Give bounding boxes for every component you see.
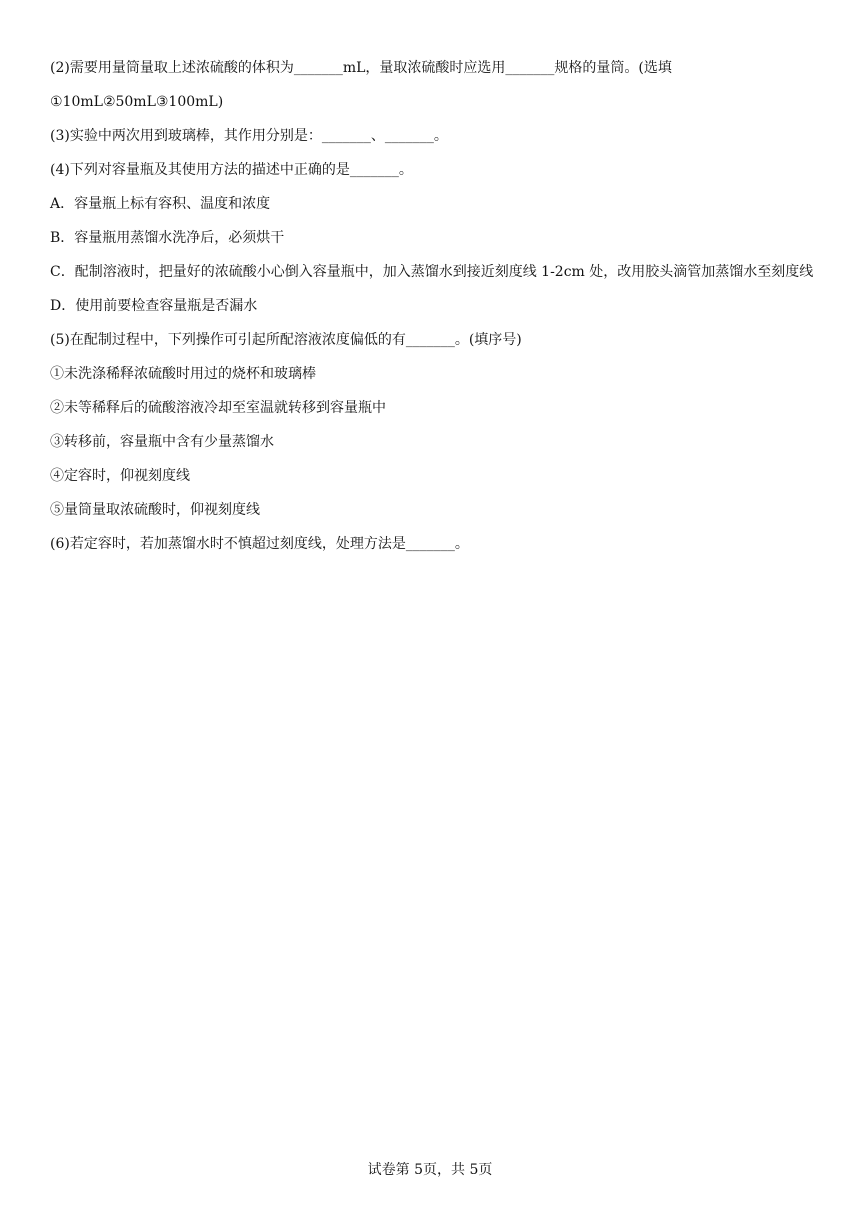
option-a: A．容量瓶上标有容积、温度和浓度: [50, 196, 271, 212]
page-footer: 试卷第 5页，共 5页: [367, 1162, 493, 1178]
question-5: (5)在配制过程中，下列操作可引起所配溶液浓度偏低的有_______。(填序号): [50, 332, 522, 348]
option-c: C．配制溶液时，把量好的浓硫酸小心倒入容量瓶中，加入蒸馏水到接近刻度线 1-2cm 处，改用胶头滴管加蒸馏水至刻度线: [50, 264, 814, 280]
operation-3: ③转移前，容量瓶中含有少量蒸馏水: [50, 434, 274, 450]
operation-1: ①未洗涤稀释浓硫酸时用过的烧杯和玻璃棒: [50, 366, 316, 382]
document-body: [50, 58, 820, 568]
question-2-line-2: ①10mL②50mL③100mL): [50, 94, 224, 110]
question-6: (6)若定容时，若加蒸馏水时不慎超过刻度线，处理方法是_______。: [50, 536, 469, 552]
question-3: (3)实验中两次用到玻璃棒，其作用分别是：_______、_______。: [50, 128, 448, 144]
question-2-line-1: (2)需要用量筒量取上述浓硫酸的体积为_______mL，量取浓硫酸时应选用_______规格的量筒。(选填: [50, 60, 672, 76]
operation-4: ④定容时，仰视刻度线: [50, 468, 190, 484]
operation-2: ②未等稀释后的硫酸溶液冷却至室温就转移到容量瓶中: [50, 400, 386, 416]
option-b: B．容量瓶用蒸馏水洗净后，必须烘干: [50, 230, 285, 246]
option-d: D．使用前要检查容量瓶是否漏水: [50, 298, 258, 314]
operation-5: ⑤量筒量取浓硫酸时，仰视刻度线: [50, 502, 260, 518]
question-4: (4)下列对容量瓶及其使用方法的描述中正确的是_______。: [50, 162, 413, 178]
